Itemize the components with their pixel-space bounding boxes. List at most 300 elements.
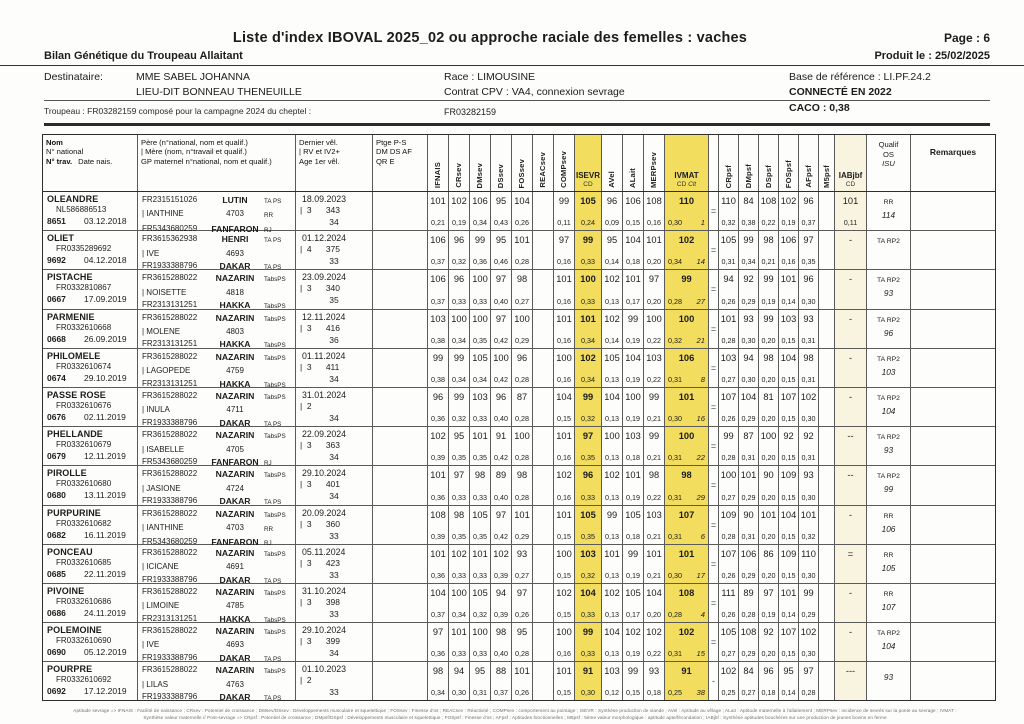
calving-info bbox=[295, 270, 372, 308]
col-header-afpsf: AFpsf bbox=[798, 135, 818, 191]
qualification-cell bbox=[866, 584, 910, 622]
rv-iv2: | 3 398 bbox=[300, 596, 341, 607]
age-first-calving: 33 bbox=[329, 687, 339, 698]
col-header-reacsev: REACsev bbox=[532, 135, 553, 191]
table-body bbox=[43, 192, 995, 703]
table-header-row bbox=[43, 135, 995, 192]
rv-iv2: | 3 423 bbox=[300, 557, 341, 568]
col-header-crsev: CRsev bbox=[448, 135, 469, 191]
cow-identity bbox=[43, 388, 137, 426]
cell-iabjbf: = bbox=[834, 545, 866, 583]
index-values bbox=[427, 427, 866, 465]
info-block bbox=[44, 66, 990, 126]
sire-line: FR2315151026 LUTIN TA PS bbox=[142, 195, 282, 205]
psf-separator: = bbox=[708, 623, 718, 661]
cell-crpsf: 110 0,32 bbox=[718, 192, 738, 230]
qualification-cell bbox=[866, 192, 910, 230]
cell-reacsev bbox=[532, 545, 553, 583]
sire-line: FR3615288022 NAZARIN TabsPS bbox=[142, 430, 286, 441]
cell-crpsf: 100 0,27 bbox=[718, 466, 738, 504]
cell-dssev: 95 0,46 bbox=[490, 231, 511, 269]
cell-dmpsf: 93 0,30 bbox=[738, 310, 758, 348]
col-header-parentage: Père (n°national, nom et qualif.) | Mère (nom, n°travail et qualif.) GP maternel n°national, nom et qualif.) bbox=[137, 135, 295, 191]
ptge-cell bbox=[372, 427, 427, 465]
cell-alait: 99 0,15 bbox=[622, 662, 643, 700]
cell-iabjbf: - bbox=[834, 584, 866, 622]
col-header-dmpsf: DMpsf bbox=[738, 135, 758, 191]
cell-ivmat: 91 0,25 38 bbox=[664, 662, 708, 700]
remarques-cell bbox=[910, 662, 995, 700]
page-title: Liste d'index IBOVAL 2025_02 ou approche raciale des femelles : vaches bbox=[232, 30, 748, 46]
rv-iv2: | 3 401 bbox=[300, 479, 341, 490]
last-calving-date: 22.09.2024 bbox=[302, 429, 347, 440]
cell-reacsev bbox=[532, 349, 553, 387]
qualif-os: TA RP2 bbox=[877, 277, 900, 285]
cell-reacsev bbox=[532, 270, 553, 308]
col-header-qualif: Qualif OS ISU bbox=[866, 135, 910, 191]
work-number: 9692 bbox=[47, 255, 66, 266]
cell-dspsf: 97 0,19 bbox=[758, 584, 778, 622]
last-calving-date: 01.12.2024 bbox=[302, 233, 347, 244]
qualif-os: RR bbox=[883, 590, 894, 598]
age-first-calving: 34 bbox=[329, 452, 339, 463]
last-calving-date: 23.09.2024 bbox=[302, 272, 347, 283]
cell-dmpsf: 84 0,27 bbox=[738, 662, 758, 700]
cell-merpsev: 97 0,20 bbox=[643, 270, 664, 308]
cell-ifnais: 106 0,37 bbox=[427, 270, 448, 308]
col-header-iabjbf: IABjbf CD bbox=[834, 135, 866, 191]
remarques-cell bbox=[910, 349, 995, 387]
cell-fospsf: 92 0,15 bbox=[778, 427, 798, 465]
calving-info bbox=[295, 506, 372, 544]
cell-dspsf: 108 0,22 bbox=[758, 192, 778, 230]
cell-reacsev bbox=[532, 623, 553, 661]
table-row bbox=[43, 192, 995, 234]
cell-crsev: 98 0,35 bbox=[448, 506, 469, 544]
rv-iv2: | 2 bbox=[300, 400, 312, 411]
table-row bbox=[43, 269, 995, 311]
remarques-cell bbox=[910, 310, 995, 348]
maternal-grandsire-line: FR1933388796 DAKAR TA PS bbox=[142, 261, 282, 271]
col-header-ptge: Ptge P-S DM DS AF QR E bbox=[372, 135, 427, 191]
cell-fossev: 95 0,28 bbox=[511, 623, 532, 661]
cell-fossev: 101 0,28 bbox=[511, 231, 532, 269]
rv-iv2: | 3 411 bbox=[300, 361, 340, 372]
cell-dssev: 102 0,39 bbox=[490, 545, 511, 583]
cell-crsev: 94 0,30 bbox=[448, 662, 469, 700]
cell-dssev: 100 0,42 bbox=[490, 349, 511, 387]
cell-fossev: 100 0,29 bbox=[511, 310, 532, 348]
cow-name: OLIET bbox=[47, 233, 74, 244]
qualification-cell bbox=[866, 270, 910, 308]
cell-dmpsf: 104 0,29 bbox=[738, 388, 758, 426]
caco-value: CACO : 0,38 bbox=[789, 102, 850, 114]
sire-line: FR3615288022 NAZARIN TabsPS bbox=[142, 390, 286, 401]
qualification-cell bbox=[866, 623, 910, 661]
cow-identity bbox=[43, 310, 137, 348]
qualif-os: TA RP2 bbox=[877, 630, 900, 638]
index-values bbox=[427, 310, 866, 348]
cow-identity bbox=[43, 623, 137, 661]
cell-merpsev: 98 0,22 bbox=[643, 466, 664, 504]
national-number: FR0332610690 bbox=[56, 636, 112, 646]
isu-value: 99 bbox=[883, 484, 894, 495]
cell-m5psf bbox=[818, 623, 834, 661]
national-number: FR0332610676 bbox=[56, 400, 112, 410]
cell-alait: 103 0,18 bbox=[622, 427, 643, 465]
cow-name: PASSE ROSE bbox=[47, 389, 106, 400]
national-number: FR0332610685 bbox=[56, 557, 112, 567]
col-header-dspsf: DSpsf bbox=[758, 135, 778, 191]
parentage bbox=[137, 584, 295, 622]
qualification-cell bbox=[866, 231, 910, 269]
cell-dmpsf: 92 0,29 bbox=[738, 270, 758, 308]
birth-date: 22.11.2019 bbox=[84, 568, 126, 579]
birth-date: 04.12.2018 bbox=[84, 255, 127, 266]
sire-line: FR3615362938 HENRI TA PS bbox=[142, 234, 282, 245]
cell-afpsf: 97 0,28 bbox=[798, 662, 818, 700]
rv-iv2: | 2 bbox=[300, 675, 312, 686]
cell-dmpsf: 101 0,29 bbox=[738, 466, 758, 504]
cell-ivmat: 108 0,28 4 bbox=[664, 584, 708, 622]
parentage bbox=[137, 310, 295, 348]
maternal-grandsire-line: FR1933388796 DAKAR TA PS bbox=[142, 574, 282, 585]
cell-ivmat: 100 0,31 22 bbox=[664, 427, 708, 465]
cell-isevr: 99 0,33 bbox=[574, 623, 601, 661]
index-values bbox=[427, 623, 866, 661]
cell-afpsf: 92 0,31 bbox=[798, 427, 818, 465]
birth-date: 02.11.2019 bbox=[84, 411, 126, 422]
dam-line: | JASIONE 4724 bbox=[142, 483, 244, 493]
cell-dssev: 89 0,40 bbox=[490, 466, 511, 504]
herd-id: FR03282159 bbox=[444, 107, 497, 117]
index-values bbox=[427, 388, 866, 426]
cell-crpsf: 107 0,26 bbox=[718, 545, 738, 583]
cell-dmsev: 105 0,35 bbox=[469, 506, 490, 544]
cell-alait: 105 0,18 bbox=[622, 506, 643, 544]
work-number: 0692 bbox=[47, 686, 66, 697]
national-number: FR0332610679 bbox=[56, 440, 112, 450]
cell-m5psf bbox=[818, 545, 834, 583]
cow-identity bbox=[43, 270, 137, 308]
last-calving-date: 20.09.2024 bbox=[302, 507, 347, 518]
isu-value: 93 bbox=[883, 445, 894, 456]
cell-afpsf: 102 0,30 bbox=[798, 388, 818, 426]
index-table bbox=[42, 134, 996, 701]
cell-compsev: 101 0,16 bbox=[553, 270, 574, 308]
cell-reacsev bbox=[532, 466, 553, 504]
legend-line-1: Aptitude sevrage => IFNAIS : Facilité de naissance ; CRsev : Potentiel de croissance ; DMsev/DSsev : Développements musculaire et squelettique ; FOSsev : Finesse d'os ; REACsev : Réactivité ; COMPsev : comportement au pointage ; ISEVR : Synthèse production de viande ; AVel : Aptitude au vêlage ; ALait : Aptitude maternelle à l'allaitement ; MERPsev : incidence de sevrés sur la ponte au sevrage ; IVMAT : bbox=[73, 708, 957, 714]
isu-value: 104 bbox=[881, 641, 896, 652]
cell-ivmat: 100 0,32 21 bbox=[664, 310, 708, 348]
cell-dmsev: 100 0,33 bbox=[469, 623, 490, 661]
work-number: 0674 bbox=[47, 372, 66, 383]
col-header-ifnais: IFNAIS bbox=[427, 135, 448, 191]
ptge-cell bbox=[372, 623, 427, 661]
col-header-avel: AVel bbox=[601, 135, 622, 191]
cell-dssev: 91 0,42 bbox=[490, 427, 511, 465]
cell-avel: 102 0,13 bbox=[601, 584, 622, 622]
national-number: FR0332610674 bbox=[56, 361, 112, 371]
isu-value: 93 bbox=[883, 288, 894, 299]
qualification-cell bbox=[866, 310, 910, 348]
col-header-fospsf: FOSpsf bbox=[778, 135, 798, 191]
cell-afpsf: 96 0,37 bbox=[798, 192, 818, 230]
cell-isevr: 97 0,35 bbox=[574, 427, 601, 465]
last-calving-date: 01.11.2024 bbox=[302, 350, 346, 361]
maternal-grandsire-line: FR2313131251 HAKKA TabsPS bbox=[142, 339, 286, 350]
psf-separator: = bbox=[708, 584, 718, 622]
dam-line: | IANTHINE 4703 RR bbox=[142, 209, 274, 220]
cell-merpsev: 108 0,16 bbox=[643, 192, 664, 230]
cow-identity bbox=[43, 545, 137, 583]
cell-merpsev: 100 0,22 bbox=[643, 310, 664, 348]
cell-crpsf: 107 0,26 bbox=[718, 388, 738, 426]
cell-reacsev bbox=[532, 662, 553, 700]
qualification-cell bbox=[866, 466, 910, 504]
cell-avel: 101 0,13 bbox=[601, 545, 622, 583]
maternal-grandsire-line: FR2313131251 HAKKA TabsPS bbox=[142, 378, 286, 389]
maternal-grandsire-line: FR1933388796 DAKAR TA PS bbox=[142, 692, 282, 703]
age-first-calving: 34 bbox=[329, 491, 339, 502]
col-header-fossev: FOSsev bbox=[511, 135, 532, 191]
dam-line: | LILAS 4763 bbox=[142, 679, 244, 689]
cell-afpsf: 110 0,30 bbox=[798, 545, 818, 583]
cow-name: POLEMOINE bbox=[47, 625, 102, 636]
cell-ifnais: 102 0,39 bbox=[427, 427, 448, 465]
cell-crpsf: 111 0,26 bbox=[718, 584, 738, 622]
cell-isevr: 100 0,33 bbox=[574, 270, 601, 308]
calving-info bbox=[295, 310, 372, 348]
birth-date: 17.12.2019 bbox=[84, 686, 127, 697]
cell-avel: 96 0,09 bbox=[601, 192, 622, 230]
remarques-cell bbox=[910, 545, 995, 583]
age-first-calving: 33 bbox=[329, 569, 339, 580]
cell-merpsev: 101 0,21 bbox=[643, 545, 664, 583]
work-number: 0690 bbox=[47, 647, 66, 658]
cell-compsev: 101 0,16 bbox=[553, 427, 574, 465]
age-first-calving: 34 bbox=[329, 217, 339, 227]
cell-crpsf: 109 0,28 bbox=[718, 506, 738, 544]
col-header-isevr: ISEVR CD bbox=[574, 135, 601, 191]
cell-avel: 102 0,14 bbox=[601, 310, 622, 348]
cell-iabjbf: - bbox=[834, 623, 866, 661]
ptge-cell bbox=[372, 662, 427, 700]
calving-info bbox=[295, 623, 372, 661]
cell-dmsev: 103 0,33 bbox=[469, 388, 490, 426]
col-header-calving: Dernier vêl. | RV et IV2+ Age 1er vêl. bbox=[295, 135, 372, 191]
cell-fossev: 87 0,28 bbox=[511, 388, 532, 426]
birth-date: 24.11.2019 bbox=[84, 607, 126, 618]
age-first-calving: 36 bbox=[329, 334, 339, 345]
table-row bbox=[43, 661, 995, 703]
cell-iabjbf: - bbox=[834, 349, 866, 387]
cell-fospsf: 103 0,15 bbox=[778, 310, 798, 348]
national-number: FR0335289692 bbox=[56, 244, 112, 254]
cell-dmsev: 100 0,35 bbox=[469, 310, 490, 348]
table-row bbox=[43, 583, 995, 622]
sire-line: FR3615288022 NAZARIN TabsPS bbox=[142, 351, 286, 362]
cell-compsev: 97 0,16 bbox=[553, 231, 574, 269]
cell-compsev: 102 0,15 bbox=[553, 584, 574, 622]
last-calving-date: 31.10.2024 bbox=[302, 585, 347, 596]
cell-merpsev: 101 0,20 bbox=[643, 231, 664, 269]
birth-date: 26.09.2019 bbox=[84, 333, 127, 344]
parentage bbox=[137, 623, 295, 661]
cell-fospsf: 107 0,15 bbox=[778, 623, 798, 661]
sire-line: FR3615288022 NAZARIN TabsPS bbox=[142, 586, 286, 597]
cell-dmsev: 101 0,33 bbox=[469, 545, 490, 583]
remarques-cell bbox=[910, 506, 995, 544]
cell-isevr: 96 0,33 bbox=[574, 466, 601, 504]
age-first-calving: 34 bbox=[329, 373, 339, 384]
cell-crsev: 101 0,33 bbox=[448, 623, 469, 661]
cell-dmsev: 105 0,34 bbox=[469, 349, 490, 387]
cell-fospsf: 109 0,15 bbox=[778, 466, 798, 504]
cell-afpsf: 102 0,30 bbox=[798, 623, 818, 661]
parentage bbox=[137, 192, 295, 234]
ptge-cell bbox=[372, 192, 427, 230]
isu-value: 104 bbox=[881, 405, 896, 416]
remarques-cell bbox=[910, 584, 995, 622]
qualification-cell bbox=[866, 427, 910, 465]
cell-dmsev: 95 0,31 bbox=[469, 662, 490, 700]
col-header-alait: ALait bbox=[622, 135, 643, 191]
qualification-cell bbox=[866, 349, 910, 387]
ptge-cell bbox=[372, 506, 427, 544]
troupeau-line: Troupeau : FR03282159 composé pour la campagne 2024 du cheptel : bbox=[44, 106, 312, 116]
cell-avel: 100 0,13 bbox=[601, 427, 622, 465]
cow-identity bbox=[43, 231, 137, 269]
cell-dmpsf: 108 0,29 bbox=[738, 623, 758, 661]
remarques-cell bbox=[910, 427, 995, 465]
last-calving-date: 31.01.2024 bbox=[302, 389, 347, 400]
cell-dspsf: 101 0,20 bbox=[758, 506, 778, 544]
cell-dmsev: 106 0,34 bbox=[469, 192, 490, 230]
cell-merpsev: 99 0,21 bbox=[643, 427, 664, 465]
cell-merpsev: 104 0,20 bbox=[643, 584, 664, 622]
cell-isevr: 91 0,30 bbox=[574, 662, 601, 700]
qualification-cell bbox=[866, 545, 910, 583]
cow-identity bbox=[43, 466, 137, 504]
table-row bbox=[43, 348, 995, 387]
cell-afpsf: 101 0,32 bbox=[798, 506, 818, 544]
index-values bbox=[427, 192, 866, 230]
cell-iabjbf: -- bbox=[834, 466, 866, 504]
cell-crsev: 100 0,34 bbox=[448, 310, 469, 348]
cell-ivmat: 107 0,31 6 bbox=[664, 506, 708, 544]
cell-isevr: 104 0,33 bbox=[574, 584, 601, 622]
cell-crpsf: 103 0,27 bbox=[718, 349, 738, 387]
ptge-cell bbox=[372, 584, 427, 622]
cow-name: PISTACHE bbox=[47, 272, 93, 283]
cell-alait: 102 0,19 bbox=[622, 623, 643, 661]
national-number: FR0332810867 bbox=[56, 283, 112, 293]
psf-separator: = bbox=[708, 192, 718, 230]
qualif-os: RR bbox=[883, 199, 894, 206]
cell-compsev: 101 0,16 bbox=[553, 310, 574, 348]
maternal-grandsire-line: FR2313131251 HAKKA TabsPS bbox=[142, 300, 286, 311]
cell-fospsf: 95 0,14 bbox=[778, 662, 798, 700]
cell-reacsev bbox=[532, 231, 553, 269]
dam-line: | LIMOINE 4785 bbox=[142, 601, 244, 611]
cell-ivmat: 110 0,30 1 bbox=[664, 192, 708, 230]
cell-dspsf: 99 0,19 bbox=[758, 270, 778, 308]
cell-crsev: 102 0,33 bbox=[448, 545, 469, 583]
cell-dspsf: 86 0,20 bbox=[758, 545, 778, 583]
cell-alait: 105 0,17 bbox=[622, 584, 643, 622]
psf-separator: = bbox=[708, 506, 718, 544]
cell-dspsf: 90 0,20 bbox=[758, 466, 778, 504]
last-calving-date: 01.10.2023 bbox=[302, 664, 347, 675]
cell-afpsf: 98 0,31 bbox=[798, 349, 818, 387]
qualif-os: TA RP2 bbox=[877, 434, 900, 442]
ptge-cell bbox=[372, 231, 427, 269]
cell-crsev: 97 0,33 bbox=[448, 466, 469, 504]
qualif-os: RR bbox=[883, 512, 894, 520]
index-values bbox=[427, 231, 866, 269]
cell-ifnais: 101 0,21 bbox=[427, 192, 448, 230]
cell-avel: 102 0,13 bbox=[601, 466, 622, 504]
col-header-dssev: DSsev bbox=[490, 135, 511, 191]
sire-line: FR3615288022 NAZARIN TabsPS bbox=[142, 508, 286, 519]
legend-line-2: Synthèse valeur maternelle // Post-sevrage => CRpsf : Potentiel de croissance ; DMpsf/DSpsf : Développements musculaire et squelettique ; FOSpsf : Finesse d'os ; AFpsf : Aptitudes fonctionnelles ; M5psf : 5ème valeur morphologique : aptitude apte/fécondation ; IABjbf : Synthèse aptitudes bouchères sur une production de jeunes bovins en ferme bbox=[143, 714, 887, 720]
cell-dssev: 95 0,43 bbox=[490, 192, 511, 230]
index-values bbox=[427, 545, 866, 583]
birth-date: 29.10.2019 bbox=[84, 372, 127, 383]
base-reference: Base de référence : LI.PF.24.2 bbox=[789, 71, 931, 83]
col-header-dmsev: DMsev bbox=[469, 135, 490, 191]
psf-separator: = bbox=[708, 545, 718, 583]
rv-iv2: | 3 416 bbox=[300, 322, 341, 333]
index-values bbox=[427, 466, 866, 504]
dam-line: | MOLENE 4803 bbox=[142, 326, 244, 336]
cell-ivmat: 102 0,34 14 bbox=[664, 231, 708, 269]
cell-alait: 99 0,19 bbox=[622, 545, 643, 583]
cell-avel: 99 0,13 bbox=[601, 506, 622, 544]
cell-m5psf bbox=[818, 192, 834, 230]
remarques-cell bbox=[910, 623, 995, 661]
maternal-grandsire-line: FR1933388796 DAKAR TA PS bbox=[142, 417, 282, 428]
index-values bbox=[427, 270, 866, 308]
age-first-calving: 33 bbox=[329, 256, 339, 267]
cell-reacsev bbox=[532, 192, 553, 230]
dam-line: | ICICANE 4691 bbox=[142, 562, 244, 572]
index-values bbox=[427, 584, 866, 622]
cell-merpsev: 99 0,21 bbox=[643, 388, 664, 426]
cell-m5psf bbox=[818, 270, 834, 308]
cell-alait: 101 0,17 bbox=[622, 270, 643, 308]
ptge-cell bbox=[372, 388, 427, 426]
cell-isevr: 103 0,32 bbox=[574, 545, 601, 583]
cell-dmsev: 100 0,33 bbox=[469, 270, 490, 308]
cell-fospsf: 104 0,15 bbox=[778, 349, 798, 387]
cell-fossev: 97 0,26 bbox=[511, 584, 532, 622]
ptge-cell bbox=[372, 349, 427, 387]
qualif-os: TA RP2 bbox=[877, 316, 900, 324]
cell-dmpsf: 106 0,29 bbox=[738, 545, 758, 583]
remarques-cell bbox=[910, 270, 995, 308]
last-calving-date: 18.09.2023 bbox=[302, 194, 347, 204]
cell-ifnais: 96 0,36 bbox=[427, 388, 448, 426]
dam-line: | ISABELLE 4705 bbox=[142, 444, 244, 454]
cell-isevr: 105 0,35 bbox=[574, 506, 601, 544]
ptge-cell bbox=[372, 545, 427, 583]
cell-dmsev: 98 0,33 bbox=[469, 466, 490, 504]
cell-crpsf: 101 0,28 bbox=[718, 310, 738, 348]
destinataire-address: LIEU-DIT BONNEAU THENEUILLE bbox=[136, 86, 302, 98]
cell-ifnais: 101 0,36 bbox=[427, 466, 448, 504]
